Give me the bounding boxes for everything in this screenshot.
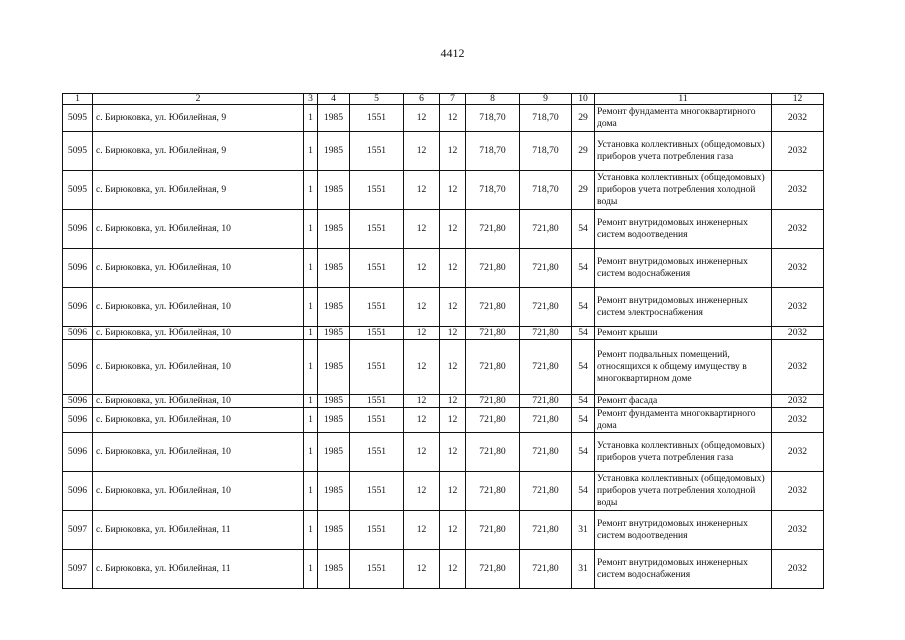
area-total-cell: 718,70 — [466, 105, 520, 132]
col-header: 6 — [404, 94, 440, 105]
work-type-cell: Ремонт крыши — [595, 327, 772, 340]
col7-cell: 12 — [440, 395, 466, 408]
col-header: 7 — [440, 94, 466, 105]
col7-cell: 12 — [440, 171, 466, 210]
object-id-cell: 5096 — [63, 249, 93, 288]
year-cell: 1985 — [318, 511, 350, 550]
col5-cell: 1551 — [350, 472, 404, 511]
plan-year-cell: 2032 — [772, 433, 824, 472]
area-living-cell: 721,80 — [520, 550, 572, 589]
area-living-cell: 721,80 — [520, 340, 572, 395]
table-row — [63, 433, 824, 472]
col3-cell: 1 — [304, 249, 318, 288]
work-type-cell: Ремонт внутридомовых инженерных систем водоотведения — [595, 210, 772, 249]
table-row — [63, 511, 824, 550]
col5-cell: 1551 — [350, 395, 404, 408]
area-living-cell: 721,80 — [520, 210, 572, 249]
col5-cell: 1551 — [350, 288, 404, 327]
plan-year-cell: 2032 — [772, 395, 824, 408]
area-living-cell: 721,80 — [520, 433, 572, 472]
table-body — [63, 94, 824, 589]
area-total-cell: 721,80 — [466, 408, 520, 433]
year-cell: 1985 — [318, 171, 350, 210]
col-header: 11 — [595, 94, 772, 105]
area-living-cell: 718,70 — [520, 171, 572, 210]
col6-cell: 12 — [404, 249, 440, 288]
table-row — [63, 288, 824, 327]
work-type-cell: Ремонт внутридомовых инженерных систем водоснабжения — [595, 249, 772, 288]
col6-cell: 12 — [404, 288, 440, 327]
area-living-cell: 721,80 — [520, 511, 572, 550]
year-cell: 1985 — [318, 327, 350, 340]
col6-cell: 12 — [404, 511, 440, 550]
col7-cell: 12 — [440, 340, 466, 395]
col6-cell: 12 — [404, 472, 440, 511]
year-cell: 1985 — [318, 472, 350, 511]
address-cell: с. Бирюковка, ул. Юбилейная, 10 — [93, 288, 304, 327]
col3-cell: 1 — [304, 288, 318, 327]
object-id-cell: 5097 — [63, 550, 93, 589]
area-total-cell: 718,70 — [466, 171, 520, 210]
plan-year-cell: 2032 — [772, 249, 824, 288]
table-row — [63, 340, 824, 395]
col7-cell: 12 — [440, 105, 466, 132]
work-type-cell: Установка коллективных (общедомовых) приборов учета потребления холодной воды — [595, 171, 772, 210]
table-row — [63, 171, 824, 210]
area-total-cell: 721,80 — [466, 288, 520, 327]
work-type-cell: Установка коллективных (общедомовых) приборов учета потребления холодной воды — [595, 472, 772, 511]
col5-cell: 1551 — [350, 433, 404, 472]
area-total-cell: 721,80 — [466, 340, 520, 395]
area-living-cell: 718,70 — [520, 105, 572, 132]
col10-cell: 54 — [572, 408, 595, 433]
object-id-cell: 5096 — [63, 472, 93, 511]
object-id-cell: 5096 — [63, 288, 93, 327]
col10-cell: 54 — [572, 288, 595, 327]
col6-cell: 12 — [404, 105, 440, 132]
col3-cell: 1 — [304, 433, 318, 472]
col7-cell: 12 — [440, 472, 466, 511]
address-cell: с. Бирюковка, ул. Юбилейная, 10 — [93, 340, 304, 395]
col5-cell: 1551 — [350, 511, 404, 550]
plan-year-cell: 2032 — [772, 288, 824, 327]
table-row — [63, 105, 824, 132]
col5-cell: 1551 — [350, 327, 404, 340]
plan-year-cell: 2032 — [772, 408, 824, 433]
col-header: 2 — [93, 94, 304, 105]
address-cell: с. Бирюковка, ул. Юбилейная, 11 — [93, 550, 304, 589]
plan-year-cell: 2032 — [772, 105, 824, 132]
object-id-cell: 5096 — [63, 340, 93, 395]
col7-cell: 12 — [440, 327, 466, 340]
address-cell: с. Бирюковка, ул. Юбилейная, 10 — [93, 472, 304, 511]
col-header: 4 — [318, 94, 350, 105]
col10-cell: 54 — [572, 433, 595, 472]
plan-year-cell: 2032 — [772, 511, 824, 550]
work-type-cell: Ремонт фундамента многоквартирного дома — [595, 105, 772, 132]
col7-cell: 12 — [440, 288, 466, 327]
table-row — [63, 210, 824, 249]
area-living-cell: 721,80 — [520, 472, 572, 511]
col6-cell: 12 — [404, 171, 440, 210]
year-cell: 1985 — [318, 210, 350, 249]
area-total-cell: 721,80 — [466, 395, 520, 408]
work-type-cell: Установка коллективных (общедомовых) приборов учета потребления газа — [595, 132, 772, 171]
object-id-cell: 5095 — [63, 171, 93, 210]
area-total-cell: 718,70 — [466, 132, 520, 171]
area-total-cell: 721,80 — [466, 550, 520, 589]
address-cell: с. Бирюковка, ул. Юбилейная, 10 — [93, 433, 304, 472]
col7-cell: 12 — [440, 210, 466, 249]
table-row — [63, 249, 824, 288]
object-id-cell: 5095 — [63, 105, 93, 132]
col3-cell: 1 — [304, 395, 318, 408]
col10-cell: 54 — [572, 249, 595, 288]
capital-repair-table — [62, 93, 824, 589]
col10-cell: 54 — [572, 210, 595, 249]
object-id-cell: 5096 — [63, 327, 93, 340]
area-total-cell: 721,80 — [466, 511, 520, 550]
area-total-cell: 721,80 — [466, 433, 520, 472]
object-id-cell: 5096 — [63, 210, 93, 249]
col10-cell: 29 — [572, 105, 595, 132]
area-living-cell: 721,80 — [520, 327, 572, 340]
col10-cell: 29 — [572, 132, 595, 171]
col6-cell: 12 — [404, 395, 440, 408]
col3-cell: 1 — [304, 105, 318, 132]
col10-cell: 31 — [572, 550, 595, 589]
col3-cell: 1 — [304, 132, 318, 171]
area-living-cell: 721,80 — [520, 408, 572, 433]
col5-cell: 1551 — [350, 249, 404, 288]
plan-year-cell: 2032 — [772, 472, 824, 511]
col-header: 9 — [520, 94, 572, 105]
plan-year-cell: 2032 — [772, 327, 824, 340]
col10-cell: 29 — [572, 171, 595, 210]
col-header: 10 — [572, 94, 595, 105]
work-type-cell: Ремонт подвальных помещений, относящихся к общему имуществу в многоквартирном доме — [595, 340, 772, 395]
address-cell: с. Бирюковка, ул. Юбилейная, 10 — [93, 327, 304, 340]
table-row — [63, 408, 824, 433]
table-row — [63, 132, 824, 171]
area-total-cell: 721,80 — [466, 327, 520, 340]
year-cell: 1985 — [318, 340, 350, 395]
col5-cell: 1551 — [350, 171, 404, 210]
address-cell: с. Бирюковка, ул. Юбилейная, 11 — [93, 511, 304, 550]
plan-year-cell: 2032 — [772, 210, 824, 249]
plan-year-cell: 2032 — [772, 171, 824, 210]
address-cell: с. Бирюковка, ул. Юбилейная, 10 — [93, 249, 304, 288]
col6-cell: 12 — [404, 210, 440, 249]
work-type-cell: Ремонт внутридомовых инженерных систем водоснабжения — [595, 550, 772, 589]
area-living-cell: 721,80 — [520, 288, 572, 327]
col7-cell: 12 — [440, 550, 466, 589]
object-id-cell: 5095 — [63, 132, 93, 171]
col-header: 8 — [466, 94, 520, 105]
col10-cell: 31 — [572, 511, 595, 550]
address-cell: с. Бирюковка, ул. Юбилейная, 9 — [93, 171, 304, 210]
column-number-row — [63, 94, 824, 105]
area-living-cell: 718,70 — [520, 132, 572, 171]
col6-cell: 12 — [404, 340, 440, 395]
col3-cell: 1 — [304, 550, 318, 589]
address-cell: с. Бирюковка, ул. Юбилейная, 9 — [93, 132, 304, 171]
area-total-cell: 721,80 — [466, 249, 520, 288]
page-number: 4412 — [440, 46, 465, 60]
address-cell: с. Бирюковка, ул. Юбилейная, 9 — [93, 105, 304, 132]
col7-cell: 12 — [440, 132, 466, 171]
address-cell: с. Бирюковка, ул. Юбилейная, 10 — [93, 408, 304, 433]
plan-year-cell: 2032 — [772, 132, 824, 171]
col5-cell: 1551 — [350, 210, 404, 249]
year-cell: 1985 — [318, 249, 350, 288]
col10-cell: 54 — [572, 472, 595, 511]
work-type-cell: Ремонт внутридомовых инженерных систем водоотведения — [595, 511, 772, 550]
col10-cell: 54 — [572, 340, 595, 395]
col7-cell: 12 — [440, 249, 466, 288]
year-cell: 1985 — [318, 132, 350, 171]
object-id-cell: 5096 — [63, 433, 93, 472]
col-header: 1 — [63, 94, 93, 105]
year-cell: 1985 — [318, 550, 350, 589]
plan-year-cell: 2032 — [772, 550, 824, 589]
col3-cell: 1 — [304, 472, 318, 511]
col7-cell: 12 — [440, 408, 466, 433]
year-cell: 1985 — [318, 408, 350, 433]
object-id-cell: 5097 — [63, 511, 93, 550]
table-row — [63, 395, 824, 408]
col3-cell: 1 — [304, 511, 318, 550]
col6-cell: 12 — [404, 408, 440, 433]
table-row — [63, 550, 824, 589]
col5-cell: 1551 — [350, 105, 404, 132]
col3-cell: 1 — [304, 340, 318, 395]
work-type-cell: Ремонт фасада — [595, 395, 772, 408]
year-cell: 1985 — [318, 433, 350, 472]
col5-cell: 1551 — [350, 340, 404, 395]
area-living-cell: 721,80 — [520, 249, 572, 288]
work-type-cell: Установка коллективных (общедомовых) приборов учета потребления газа — [595, 433, 772, 472]
col10-cell: 54 — [572, 327, 595, 340]
col10-cell: 54 — [572, 395, 595, 408]
year-cell: 1985 — [318, 105, 350, 132]
col3-cell: 1 — [304, 327, 318, 340]
col3-cell: 1 — [304, 171, 318, 210]
year-cell: 1985 — [318, 395, 350, 408]
plan-year-cell: 2032 — [772, 340, 824, 395]
area-living-cell: 721,80 — [520, 395, 572, 408]
address-cell: с. Бирюковка, ул. Юбилейная, 10 — [93, 395, 304, 408]
col-header: 3 — [304, 94, 318, 105]
col6-cell: 12 — [404, 327, 440, 340]
area-total-cell: 721,80 — [466, 210, 520, 249]
table-row — [63, 472, 824, 511]
col6-cell: 12 — [404, 433, 440, 472]
object-id-cell: 5096 — [63, 408, 93, 433]
address-cell: с. Бирюковка, ул. Юбилейная, 10 — [93, 210, 304, 249]
col6-cell: 12 — [404, 132, 440, 171]
col5-cell: 1551 — [350, 408, 404, 433]
col-header: 5 — [350, 94, 404, 105]
object-id-cell: 5096 — [63, 395, 93, 408]
year-cell: 1985 — [318, 288, 350, 327]
col7-cell: 12 — [440, 511, 466, 550]
col3-cell: 1 — [304, 408, 318, 433]
col6-cell: 12 — [404, 550, 440, 589]
col5-cell: 1551 — [350, 132, 404, 171]
col3-cell: 1 — [304, 210, 318, 249]
work-type-cell: Ремонт фундамента многоквартирного дома — [595, 408, 772, 433]
area-total-cell: 721,80 — [466, 472, 520, 511]
table-row — [63, 327, 824, 340]
work-type-cell: Ремонт внутридомовых инженерных систем электроснабжения — [595, 288, 772, 327]
col7-cell: 12 — [440, 433, 466, 472]
col-header: 12 — [772, 94, 824, 105]
col5-cell: 1551 — [350, 550, 404, 589]
